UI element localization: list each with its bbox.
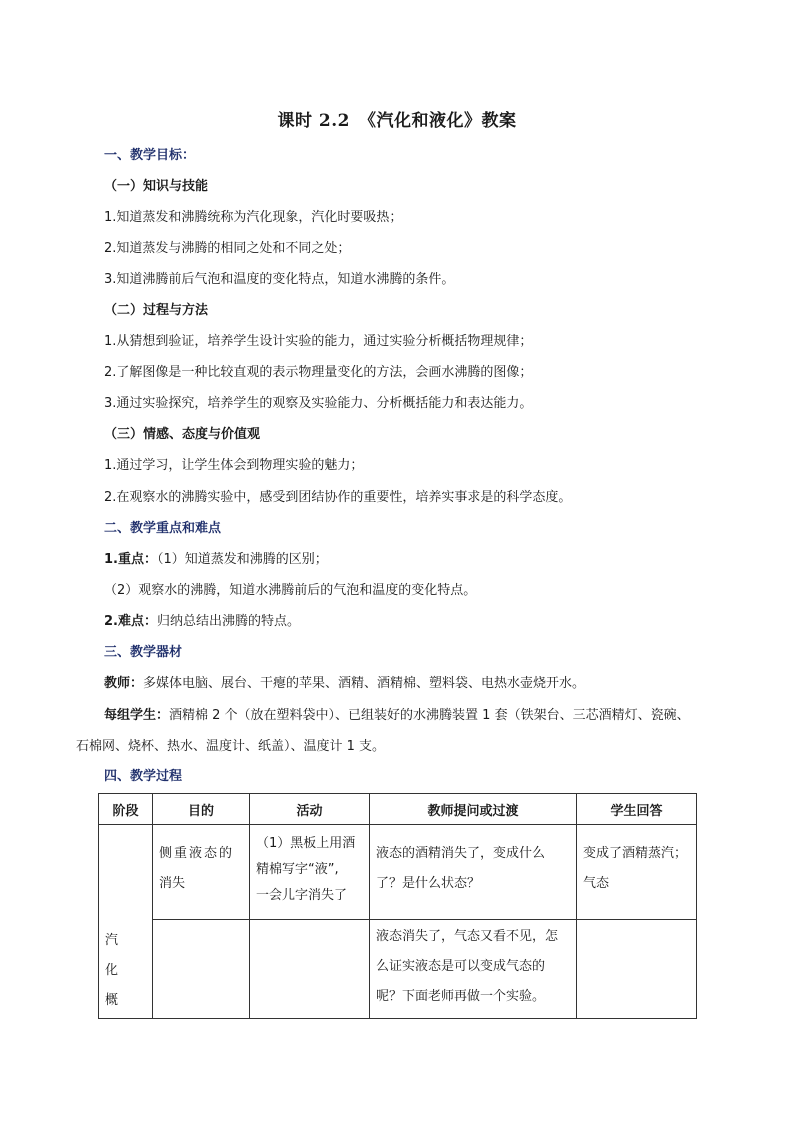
paragraph-line: 石棉网、烧杯、热水、温度计、纸盖）、温度计 1 支。 [76, 739, 386, 754]
stage-char: 汽 [105, 933, 119, 948]
table-row [99, 825, 697, 920]
question-cell [370, 920, 577, 1019]
header-stage: 阶段 [99, 794, 153, 825]
question-text: 么证实液态是可以变成气态的 [376, 959, 546, 974]
question-text: 了？是什么状态？ [376, 876, 481, 891]
activity-text: 精棉写字“液”, [256, 862, 339, 877]
activity-text: 一会儿字消失了 [256, 888, 348, 903]
question-text: 呢？下面老师再做一个实验。 [376, 989, 546, 1004]
stage-char: 概 [105, 993, 119, 1008]
purpose-cell [153, 825, 250, 920]
key-point-line [104, 550, 328, 570]
section-heading-objectives: 一、教学目标： [104, 148, 196, 163]
answer-cell [577, 920, 697, 1019]
key-point-text: （1）知道蒸发和沸腾的区别； [156, 552, 328, 567]
question-text: 液态消失了，气态又看不见，怎 [376, 929, 559, 944]
header-activity: 活动 [250, 794, 370, 825]
activity-cell [250, 825, 370, 920]
question-text: 液态的酒精消失了，变成什么 [376, 846, 546, 861]
paragraph-line: 2.了解图像是一种比较直观的表示物理量变化的方法，会画水沸腾的图像； [104, 365, 533, 380]
page-title: 课时 2.2 《汽化和液化》教案 [277, 111, 517, 131]
purpose-text: 侧重液态的 [159, 846, 235, 861]
group-equipment-text: 酒精棉 2 个（放在塑料袋中）、已组装好的水沸腾装置 1 套（铁架台、三芯酒精灯、瓷碗、 [169, 708, 690, 723]
section-heading-process: 四、教学过程 [104, 769, 183, 784]
paragraph-line: 3.知道沸腾前后气泡和温度的变化特点，知道水沸腾的条件。 [104, 272, 455, 287]
paragraph-line: 2.知道蒸发与沸腾的相同之处和不同之处； [104, 241, 351, 256]
activity-text: （1）黑板上用酒 [256, 836, 356, 851]
section-heading-equipment: 三、教学器材 [104, 645, 183, 660]
answer-cell [577, 825, 697, 920]
paragraph-line: （2）观察水的沸腾，知道水沸腾前后的气泡和温度的变化特点。 [104, 583, 477, 598]
table-header-row [99, 794, 697, 825]
subheading-attitude-values: （三）情感、态度与价值观 [104, 427, 261, 442]
subheading-process-method: （二）过程与方法 [104, 303, 209, 318]
table-row [99, 920, 697, 1019]
subheading-knowledge-skills: （一）知识与技能 [104, 179, 209, 194]
purpose-cell [153, 920, 250, 1019]
paragraph-line: 1.知道蒸发和沸腾统称为汽化现象，汽化时要吸热； [104, 210, 403, 225]
answer-text: 变成了酒精蒸汽； [583, 846, 688, 861]
purpose-text: 消失 [159, 876, 186, 891]
header-purpose: 目的 [153, 794, 250, 825]
activity-cell [250, 920, 370, 1019]
group-label: 每组学生： [104, 708, 170, 723]
paragraph-line: 1.从猜想到验证，培养学生设计实验的能力，通过实验分析概括物理规律； [104, 334, 533, 349]
header-question: 教师提问或过渡 [370, 794, 577, 825]
paragraph-line: 1.通过学习，让学生体会到物理实验的魅力； [104, 458, 364, 473]
teaching-process-table [98, 793, 697, 1019]
stage-char: 化 [105, 963, 119, 978]
difficulty-line [104, 612, 300, 632]
section-heading-key-points: 二、教学重点和难点 [104, 521, 222, 536]
difficulty-label: 2.难点： [104, 614, 157, 629]
key-point-label: 1.重点： [104, 552, 157, 567]
stage-cell [99, 825, 153, 1019]
group-equipment-line [104, 706, 690, 726]
difficulty-text: 归纳总结出沸腾的特点。 [156, 614, 300, 629]
paragraph-line: 2.在观察水的沸腾实验中，感受到团结协作的重要性，培养实事求是的科学态度。 [104, 490, 572, 505]
teacher-equipment-line [104, 674, 585, 694]
question-cell [370, 825, 577, 920]
answer-text: 气态 [583, 876, 610, 891]
paragraph-line: 3.通过实验探究，培养学生的观察及实验能力、分析概括能力和表达能力。 [104, 396, 533, 411]
teacher-equipment-text: 多媒体电脑、展台、干瘪的苹果、酒精、酒精棉、塑料袋、电热水壶烧开水。 [143, 676, 586, 691]
header-answer: 学生回答 [577, 794, 697, 825]
teacher-label: 教师： [104, 676, 144, 691]
